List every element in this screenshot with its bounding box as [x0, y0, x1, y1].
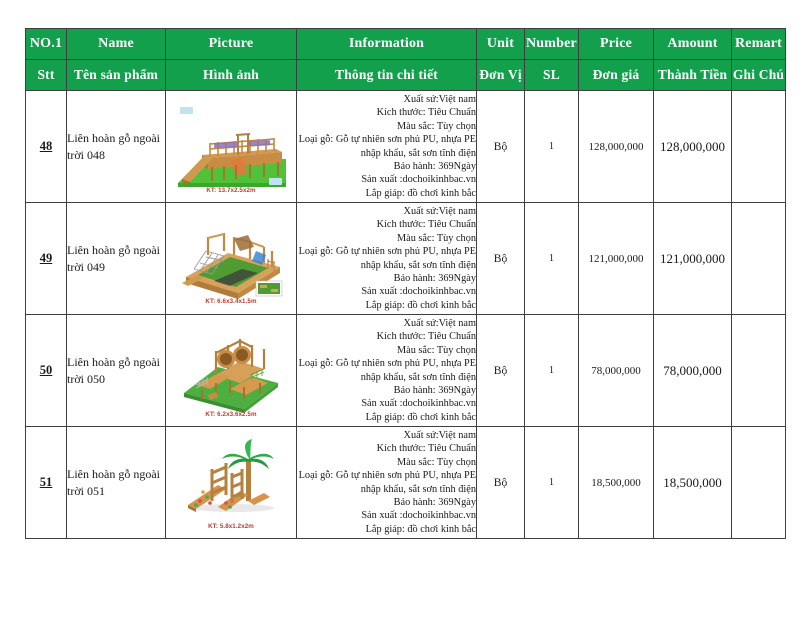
header-picture-vi: Hình ảnh [166, 60, 297, 91]
info-line: Loại gỗ: Gỗ tự nhiên sơn phủ PU, nhựa PE [298, 246, 476, 258]
image-caption: KT: 5.8x1.2x2m [208, 522, 254, 530]
header-number-vi: SL [525, 60, 579, 91]
info-line: Kích thước: Tiêu Chuẩn [376, 219, 476, 231]
info-line: nhập khẩu, sắt sơn tĩnh điện [360, 259, 476, 271]
image-caption: KT: 6.2x3.6x2.5m [205, 410, 257, 418]
header-row-vietnamese [26, 60, 786, 91]
row-stt: 50 [26, 315, 67, 427]
row-product-name: Liên hoàn gỗ ngoài trời 048 [67, 91, 166, 203]
info-line: Loại gỗ: Gỗ tự nhiên sơn phủ PU, nhựa PE [298, 134, 476, 146]
header-no-vi: Stt [26, 60, 67, 91]
info-line: Xuất sứ:Việt nam [403, 430, 476, 441]
header-amount: Amount [654, 29, 732, 60]
row-information [297, 203, 477, 315]
row-quantity: 1 [525, 203, 579, 315]
info-line: Màu sắc: Tùy chọn [396, 232, 476, 244]
row-amount: 121,000,000 [654, 203, 732, 315]
row-quantity: 1 [525, 91, 579, 203]
header-name-vi: Tên sản phẩm [67, 60, 166, 91]
info-line: Sản xuất :dochoikinhbac.vn [361, 286, 476, 298]
row-picture-cell [166, 91, 297, 203]
info-line: Lắp giáp: đồ chơi kinh bắc [365, 523, 476, 535]
info-line: nhập khẩu, sắt sơn tĩnh điện [360, 371, 476, 383]
header-amount-vi: Thành Tiền [654, 60, 732, 91]
header-unit-vi: Đơn Vị [477, 60, 525, 91]
row-information [297, 427, 477, 539]
header-information: Information [297, 29, 477, 60]
info-line: nhập khẩu, sắt sơn tĩnh điện [360, 483, 476, 495]
info-line: Loại gỗ: Gỗ tự nhiên sơn phủ PU, nhựa PE [298, 470, 476, 482]
row-unit-price: 78,000,000 [579, 315, 654, 427]
table-body [26, 91, 786, 539]
row-unit: Bộ [477, 315, 525, 427]
row-picture-cell [166, 315, 297, 427]
info-line: Sản xuất :dochoikinhbac.vn [361, 174, 476, 186]
row-picture-cell [166, 203, 297, 315]
header-remark-vi: Ghi Chú [732, 60, 786, 91]
row-remark [732, 427, 786, 539]
info-line: Lắp giáp: đồ chơi kinh bắc [365, 411, 476, 423]
row-information [297, 315, 477, 427]
info-line: Kích thước: Tiêu Chuẩn [376, 443, 476, 455]
product-image-049 [172, 211, 290, 307]
product-image-051 [172, 435, 290, 531]
row-remark [732, 91, 786, 203]
header-picture: Picture [166, 29, 297, 60]
info-line: Bảo hành: 369Ngày [393, 384, 476, 396]
row-amount: 78,000,000 [654, 315, 732, 427]
info-line: Kích thước: Tiêu Chuẩn [376, 331, 476, 343]
row-product-name: Liên hoàn gỗ ngoài trời 049 [67, 203, 166, 315]
row-amount: 18,500,000 [654, 427, 732, 539]
playground-048-illustration [172, 99, 290, 195]
product-price-table [25, 28, 786, 539]
row-stt: 49 [26, 203, 67, 315]
playground-050-illustration [172, 323, 290, 419]
row-amount: 128,000,000 [654, 91, 732, 203]
row-unit: Bộ [477, 427, 525, 539]
table-row [26, 315, 786, 427]
row-stt: 51 [26, 427, 67, 539]
price-table-container [25, 28, 785, 539]
row-remark [732, 203, 786, 315]
row-unit: Bộ [477, 91, 525, 203]
info-line: Sản xuất :dochoikinhbac.vn [361, 510, 476, 522]
header-no: NO.1 [26, 29, 67, 60]
row-unit-price: 18,500,000 [579, 427, 654, 539]
row-unit-price: 128,000,000 [579, 91, 654, 203]
row-picture-cell [166, 427, 297, 539]
header-number: Number [525, 29, 579, 60]
info-line: Bảo hành: 369Ngày [393, 160, 476, 172]
header-information-vi: Thông tin chi tiết [297, 60, 477, 91]
row-product-name: Liên hoàn gỗ ngoài trời 050 [67, 315, 166, 427]
info-line: Xuất sứ:Việt nam [403, 94, 476, 105]
table-row [26, 91, 786, 203]
row-unit: Bộ [477, 203, 525, 315]
row-stt: 48 [26, 91, 67, 203]
info-line: Bảo hành: 369Ngày [393, 496, 476, 508]
table-row [26, 203, 786, 315]
info-line: Xuất sứ:Việt nam [403, 206, 476, 217]
info-line: Sản xuất :dochoikinhbac.vn [361, 398, 476, 410]
row-remark [732, 315, 786, 427]
table-row [26, 427, 786, 539]
info-line: Lắp giáp: đồ chơi kinh bắc [365, 299, 476, 311]
row-product-name: Liên hoàn gỗ ngoài trời 051 [67, 427, 166, 539]
info-line: Màu sắc: Tùy chọn [396, 120, 476, 132]
info-line: Loại gỗ: Gỗ tự nhiên sơn phủ PU, nhựa PE [298, 358, 476, 370]
info-line: Màu sắc: Tùy chọn [396, 456, 476, 468]
playground-049-illustration [172, 211, 290, 307]
info-line: Lắp giáp: đồ chơi kinh bắc [365, 187, 476, 199]
row-quantity: 1 [525, 315, 579, 427]
header-remark: Remart [732, 29, 786, 60]
image-caption: KT: 13.7x2.5x2m [206, 186, 256, 194]
row-unit-price: 121,000,000 [579, 203, 654, 315]
info-line: Xuất sứ:Việt nam [403, 318, 476, 329]
row-information [297, 91, 477, 203]
product-image-050 [172, 323, 290, 419]
row-quantity: 1 [525, 427, 579, 539]
info-line: Bảo hành: 369Ngày [393, 272, 476, 284]
header-unit: Unit [477, 29, 525, 60]
header-price: Price [579, 29, 654, 60]
product-image-048 [172, 99, 290, 195]
image-caption: KT: 6.6x3.4x1.5m [205, 297, 257, 305]
info-line: Màu sắc: Tùy chọn [396, 344, 476, 356]
table-header [26, 29, 786, 91]
info-line: Kích thước: Tiêu Chuẩn [376, 107, 476, 119]
header-price-vi: Đơn giá [579, 60, 654, 91]
header-row-english [26, 29, 786, 60]
climbing-051-illustration [172, 435, 290, 531]
header-name: Name [67, 29, 166, 60]
info-line: nhập khẩu, sắt sơn tĩnh điện [360, 147, 476, 159]
